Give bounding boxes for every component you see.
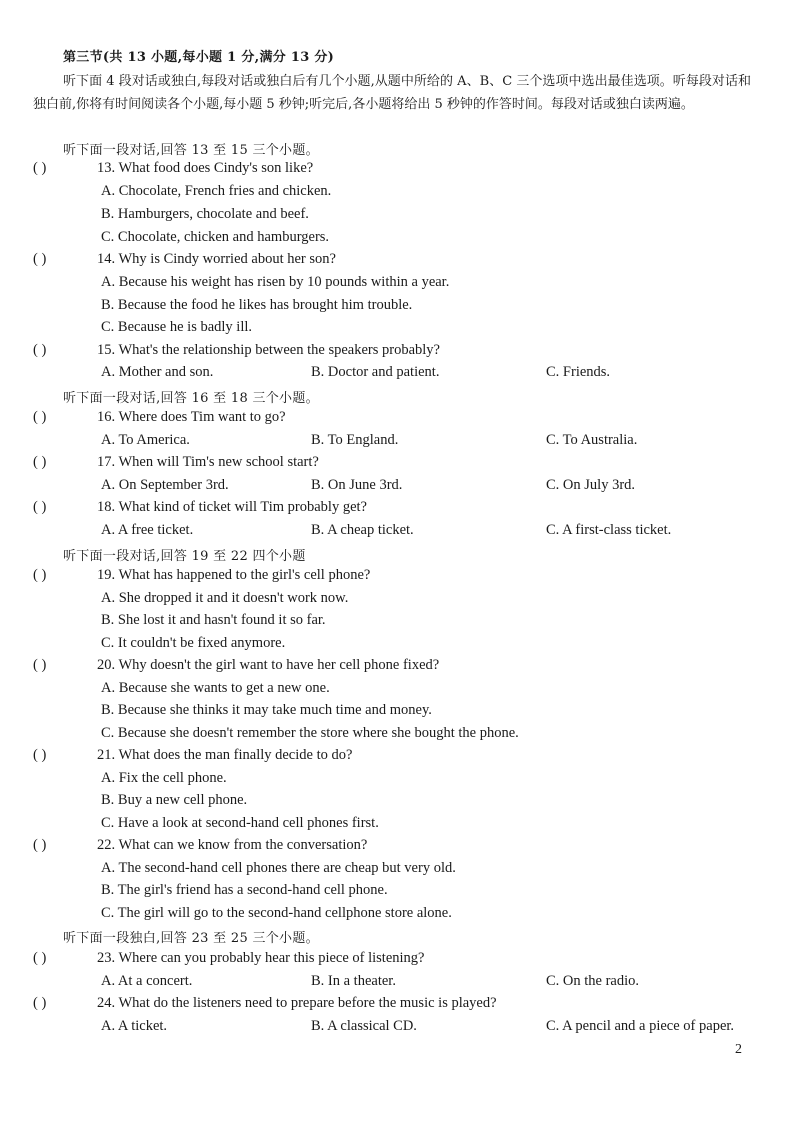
option-a[interactable]: A. She dropped it and it doesn't work now.: [101, 590, 349, 606]
option-c[interactable]: C. A first-class ticket.: [546, 522, 672, 538]
dialogue-lead-2: 听下面一段对话,回答 16 至 18 三个小题。: [63, 391, 319, 406]
option-b[interactable]: B. Hamburgers, chocolate and beef.: [101, 206, 309, 222]
answer-blank[interactable]: ( ): [33, 160, 47, 176]
question-19: [33, 567, 370, 584]
option-a[interactable]: A. A ticket.: [101, 1018, 168, 1034]
option-c[interactable]: C. Because she doesn't remember the store where she bought the phone.: [101, 725, 519, 741]
answer-blank[interactable]: ( ): [33, 747, 47, 763]
question-text: 16. Where does Tim want to go?: [97, 409, 286, 425]
monologue-lead: 听下面一段独白,回答 23 至 25 三个小题。: [63, 931, 319, 946]
option-c[interactable]: C. Have a look at second-hand cell phones first.: [101, 815, 379, 831]
option-a[interactable]: A. At a concert.: [101, 973, 193, 989]
page-number: 2: [735, 1042, 742, 1057]
question-14: [33, 251, 336, 268]
dialogue-lead-3: 听下面一段对话,回答 19 至 22 四个小题: [63, 549, 306, 564]
answer-blank[interactable]: ( ): [33, 837, 47, 853]
question-15: [33, 342, 440, 359]
option-a[interactable]: A. Because she wants to get a new one.: [101, 680, 330, 696]
option-a[interactable]: A. The second-hand cell phones there are cheap but very old.: [101, 860, 456, 876]
option-b[interactable]: B. She lost it and hasn't found it so far.: [101, 612, 326, 628]
question-text: 17. When will Tim's new school start?: [97, 454, 319, 470]
answer-blank[interactable]: ( ): [33, 251, 47, 267]
option-c[interactable]: C. The girl will go to the second-hand cellphone store alone.: [101, 905, 452, 921]
question-13: [33, 160, 313, 177]
section-title: 第三节(共 13 小题,每小题 1 分,满分 13 分): [63, 50, 335, 65]
question-text: 24. What do the listeners need to prepare before the music is played?: [97, 995, 497, 1011]
answer-blank[interactable]: ( ): [33, 409, 47, 425]
question-20: [33, 657, 439, 674]
question-text: 15. What's the relationship between the speakers probably?: [97, 342, 440, 358]
option-a[interactable]: A. Fix the cell phone.: [101, 770, 227, 786]
answer-blank[interactable]: ( ): [33, 499, 47, 515]
answer-blank[interactable]: ( ): [33, 567, 47, 583]
option-c[interactable]: C. It couldn't be fixed anymore.: [101, 635, 286, 651]
question-text: 19. What has happened to the girl's cell phone?: [97, 567, 371, 583]
option-a[interactable]: A. To America.: [101, 432, 190, 448]
option-a[interactable]: A. Because his weight has risen by 10 pounds within a year.: [101, 274, 450, 290]
option-b[interactable]: B. To England.: [311, 432, 399, 448]
option-a[interactable]: A. A free ticket.: [101, 522, 194, 538]
instructions: 听下面 4 段对话或独白,每段对话或独白后有几个小题,从题中所给的 A、B、C 三个选项中选出最佳选项。听每段对话和独白前,你将有时间阅读各个小题,每小题 5 秒钟;听完后,各小题将给出 5 秒钟的作答时间。每段对话或独白读两遍。: [33, 74, 751, 112]
option-b[interactable]: B. Doctor and patient.: [311, 364, 440, 380]
option-b[interactable]: B. The girl's friend has a second-hand cell phone.: [101, 882, 388, 898]
question-16: [33, 409, 286, 426]
option-c[interactable]: C. On July 3rd.: [546, 477, 636, 493]
option-a[interactable]: A. On September 3rd.: [101, 477, 229, 493]
question-22: [33, 837, 367, 854]
question-24: [33, 995, 497, 1012]
option-c[interactable]: C. On the radio.: [546, 973, 640, 989]
question-text: 23. Where can you probably hear this piece of listening?: [97, 950, 425, 966]
question-text: 22. What can we know from the conversation?: [97, 837, 368, 853]
answer-blank[interactable]: ( ): [33, 454, 47, 470]
option-c[interactable]: C. To Australia.: [546, 432, 638, 448]
question-text: 18. What kind of ticket will Tim probably get?: [97, 499, 367, 515]
question-text: 21. What does the man finally decide to do?: [97, 747, 353, 763]
option-c[interactable]: C. Because he is badly ill.: [101, 319, 253, 335]
dialogue-lead-1: 听下面一段对话,回答 13 至 15 三个小题。: [63, 143, 319, 158]
option-a[interactable]: A. Mother and son.: [101, 364, 214, 380]
option-c[interactable]: C. A pencil and a piece of paper.: [546, 1018, 735, 1034]
question-17: [33, 454, 319, 471]
option-b[interactable]: B. A classical CD.: [311, 1018, 417, 1034]
option-b[interactable]: B. On June 3rd.: [311, 477, 403, 493]
answer-blank[interactable]: ( ): [33, 950, 47, 966]
option-b[interactable]: B. Buy a new cell phone.: [101, 792, 248, 808]
question-text: 20. Why doesn't the girl want to have her cell phone fixed?: [97, 657, 440, 673]
answer-blank[interactable]: ( ): [33, 995, 47, 1011]
option-c[interactable]: C. Friends.: [546, 364, 611, 380]
question-text: 14. Why is Cindy worried about her son?: [97, 251, 336, 267]
option-a[interactable]: A. Chocolate, French fries and chicken.: [101, 183, 332, 199]
option-b[interactable]: B. Because the food he likes has brought him trouble.: [101, 297, 413, 313]
option-b[interactable]: B. Because she thinks it may take much time and money.: [101, 702, 432, 718]
option-b[interactable]: B. In a theater.: [311, 973, 396, 989]
answer-blank[interactable]: ( ): [33, 657, 47, 673]
question-21: [33, 747, 352, 764]
question-23: [33, 950, 424, 967]
option-b[interactable]: B. A cheap ticket.: [311, 522, 414, 538]
question-text: 13. What food does Cindy's son like?: [97, 160, 314, 176]
answer-blank[interactable]: ( ): [33, 342, 47, 358]
question-18: [33, 499, 367, 516]
option-c[interactable]: C. Chocolate, chicken and hamburgers.: [101, 229, 330, 245]
